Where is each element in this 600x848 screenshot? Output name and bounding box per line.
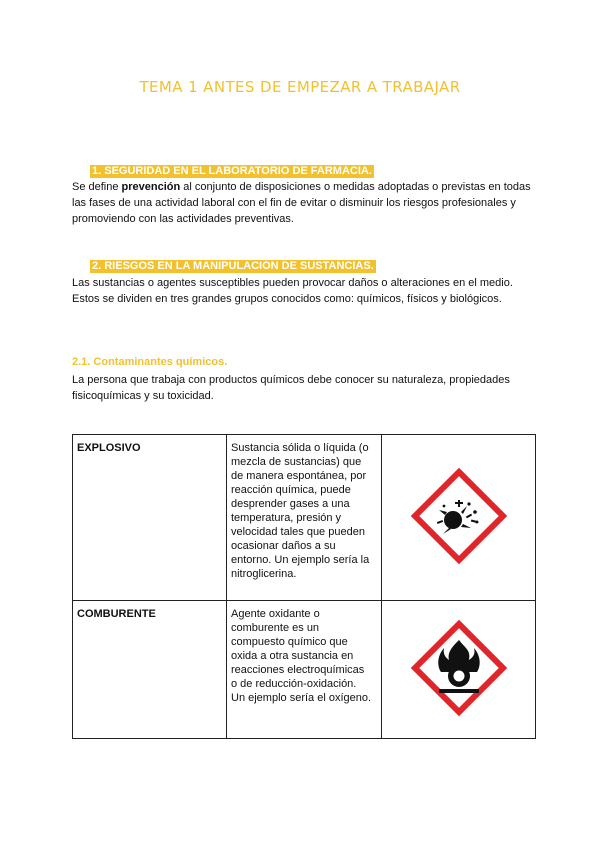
prevencion-term: prevención (121, 181, 181, 193)
hazard-pictogram-cell (382, 435, 536, 601)
section-heading-riesgos: 2. RIESGOS EN LA MANIPULACIÓN DE SUSTANCIAS. (92, 260, 374, 272)
prevencion-text-after: al conjunto de disposiciones o medidas adoptadas o previstas en todas las fases de una actividad laboral con el fin de evitar o disminuir los riesgos profesionales y promoviendo con las actividades preventivas. (72, 181, 531, 225)
explosive-pictogram-icon (409, 466, 509, 566)
hazard-pictogram-cell (382, 601, 536, 739)
table-row (73, 601, 536, 739)
section-heading-seguridad: 1. SEGURIDAD EN EL LABORATORIO DE FARMACIA. (92, 165, 372, 177)
prevencion-paragraph (72, 179, 542, 227)
hazard-description (227, 435, 382, 601)
hazard-name: EXPLOSIVO (73, 435, 227, 601)
hazard-description-text: Sustancia sólida o líquida (o mezcla de sustancias) que de manera espontánea, por reacción química, puede desprender gases a una temperatura, presión y velocidad tales que pueden ocasionar daños a su entorno. Un ejemplo sería la nitroglicerina. (231, 442, 370, 580)
hazard-description-text: Agente oxidante o comburente es un compuesto químico que oxida a otra sustancia en reacciones electroquímicas o de reducción-oxidación. Un ejemplo sería el oxígeno. (231, 608, 372, 704)
riesgos-paragraph: Las sustancias o agentes susceptibles pueden provocar daños o alteraciones en el medio. Estos se dividen en tres grandes grupos conocidos como: químicos, físicos y biológicos. (72, 277, 513, 305)
oxidizer-pictogram-icon (409, 618, 509, 718)
subsection-heading-contaminantes: 2.1. Contaminantes químicos. (72, 356, 228, 368)
page-title: TEMA 1 ANTES DE EMPEZAR A TRABAJAR (139, 78, 461, 96)
table-row (73, 435, 536, 601)
contaminantes-paragraph: La persona que trabaja con productos químicos debe conocer su naturaleza, propiedades fisicoquímicas y su toxicidad. (72, 374, 510, 402)
hazard-description (227, 601, 382, 739)
hazard-table (72, 434, 536, 739)
prevencion-text-before: Se define (72, 181, 122, 193)
hazard-name: COMBURENTE (73, 601, 227, 739)
